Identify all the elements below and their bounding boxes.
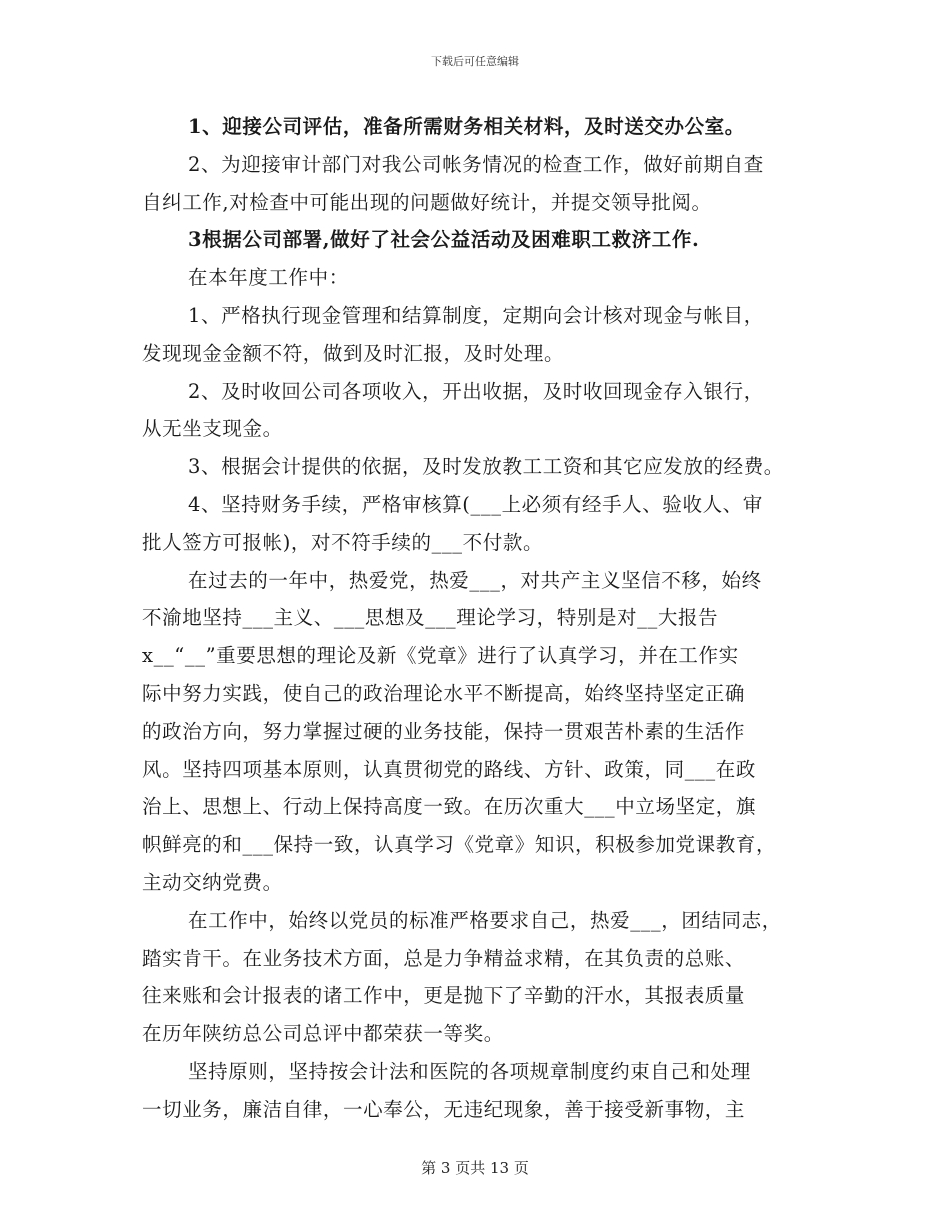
text-line: 风。坚持四项基本原则，认真贯彻党的路线、方针、政策，同___在政 (142, 757, 756, 781)
text-line: 2、及时收回公司各项收入，开出收据，及时收回现金存入银行， (188, 379, 764, 403)
text-line: 治上、思想上、行动上保持高度一致。在历次重大___中立场坚定，旗 (142, 795, 756, 819)
text-line: 不渝地坚持___主义、___思想及___理论学习，特别是对__大报告 (142, 606, 719, 630)
text-line: 3根据公司部署,做好了社会公益活动及困难职工救济工作. (188, 228, 700, 252)
text-line: 一切业务，廉洁自律，一心奉公，无违纪现象，善于接受新事物，主 (142, 1097, 746, 1121)
text-line: 3、根据会计提供的依据，及时发放教工工资和其它应发放的经费。 (188, 455, 784, 479)
text-line: 帜鲜亮的和___保持一致，认真学习《党章》知识，积极参加党课教育， (142, 833, 777, 857)
text-line: 批人签方可报帐)，对不符手续的___不付款。 (142, 530, 544, 554)
page-header: 下载后可任意编辑 (431, 55, 519, 68)
text-line: 的政治方向，努力掌握过硬的业务技能，保持一贯艰苦朴素的生活作 (142, 719, 746, 743)
text-line: 在工作中，始终以党员的标准严格要求自己，热爱___，团结同志， (188, 908, 782, 932)
text-line: 在本年度工作中： (188, 266, 349, 290)
text-line: 坚持原则，坚持按会计法和医院的各项规章制度约束自己和处理 (188, 1059, 751, 1083)
text-line: 在过去的一年中，热爱党，热爱___，对共产主义坚信不移，始终 (188, 568, 762, 592)
page-footer: 第 3 页共 13 页 (421, 1159, 529, 1177)
text-line: 往来账和会计报表的诸工作中，更是抛下了辛勤的汗水，其报表质量 (142, 984, 746, 1008)
text-line: 发现现金金额不符，做到及时汇报，及时处理。 (142, 341, 565, 365)
text-line: 踏实肯干。在业务技术方面，总是力争精益求精，在其负责的总账、 (142, 946, 746, 970)
text-line: 主动交纳党费。 (142, 870, 283, 894)
text-line: 自纠工作,对检查中可能出现的问题做好统计，并提交领导批阅。 (142, 190, 712, 214)
text-line: 1、严格执行现金管理和结算制度，定期向会计核对现金与帐目， (188, 303, 764, 327)
text-line: 际中努力实践，使自己的政治理论水平不断提高，始终坚持坚定正确 (142, 681, 746, 705)
text-line: 4、坚持财务手续，严格审核算(___上必须有经手人、验收人、审 (188, 492, 763, 516)
text-line: 在历年陕纺总公司总评中都荣获一等奖。 (142, 1022, 504, 1046)
text-line: x__“__”重要思想的理论及新《党章》进行了认真学习，并在工作实 (142, 644, 739, 668)
text-line: 从无坐支现金。 (142, 417, 283, 441)
text-line: 2、为迎接审计部门对我公司帐务情况的检查工作，做好前期自查 (188, 152, 764, 176)
document-body (142, 108, 832, 1129)
text-line: 1、迎接公司评估，准备所需财务相关材料，及时送交办公室。 (188, 115, 745, 138)
